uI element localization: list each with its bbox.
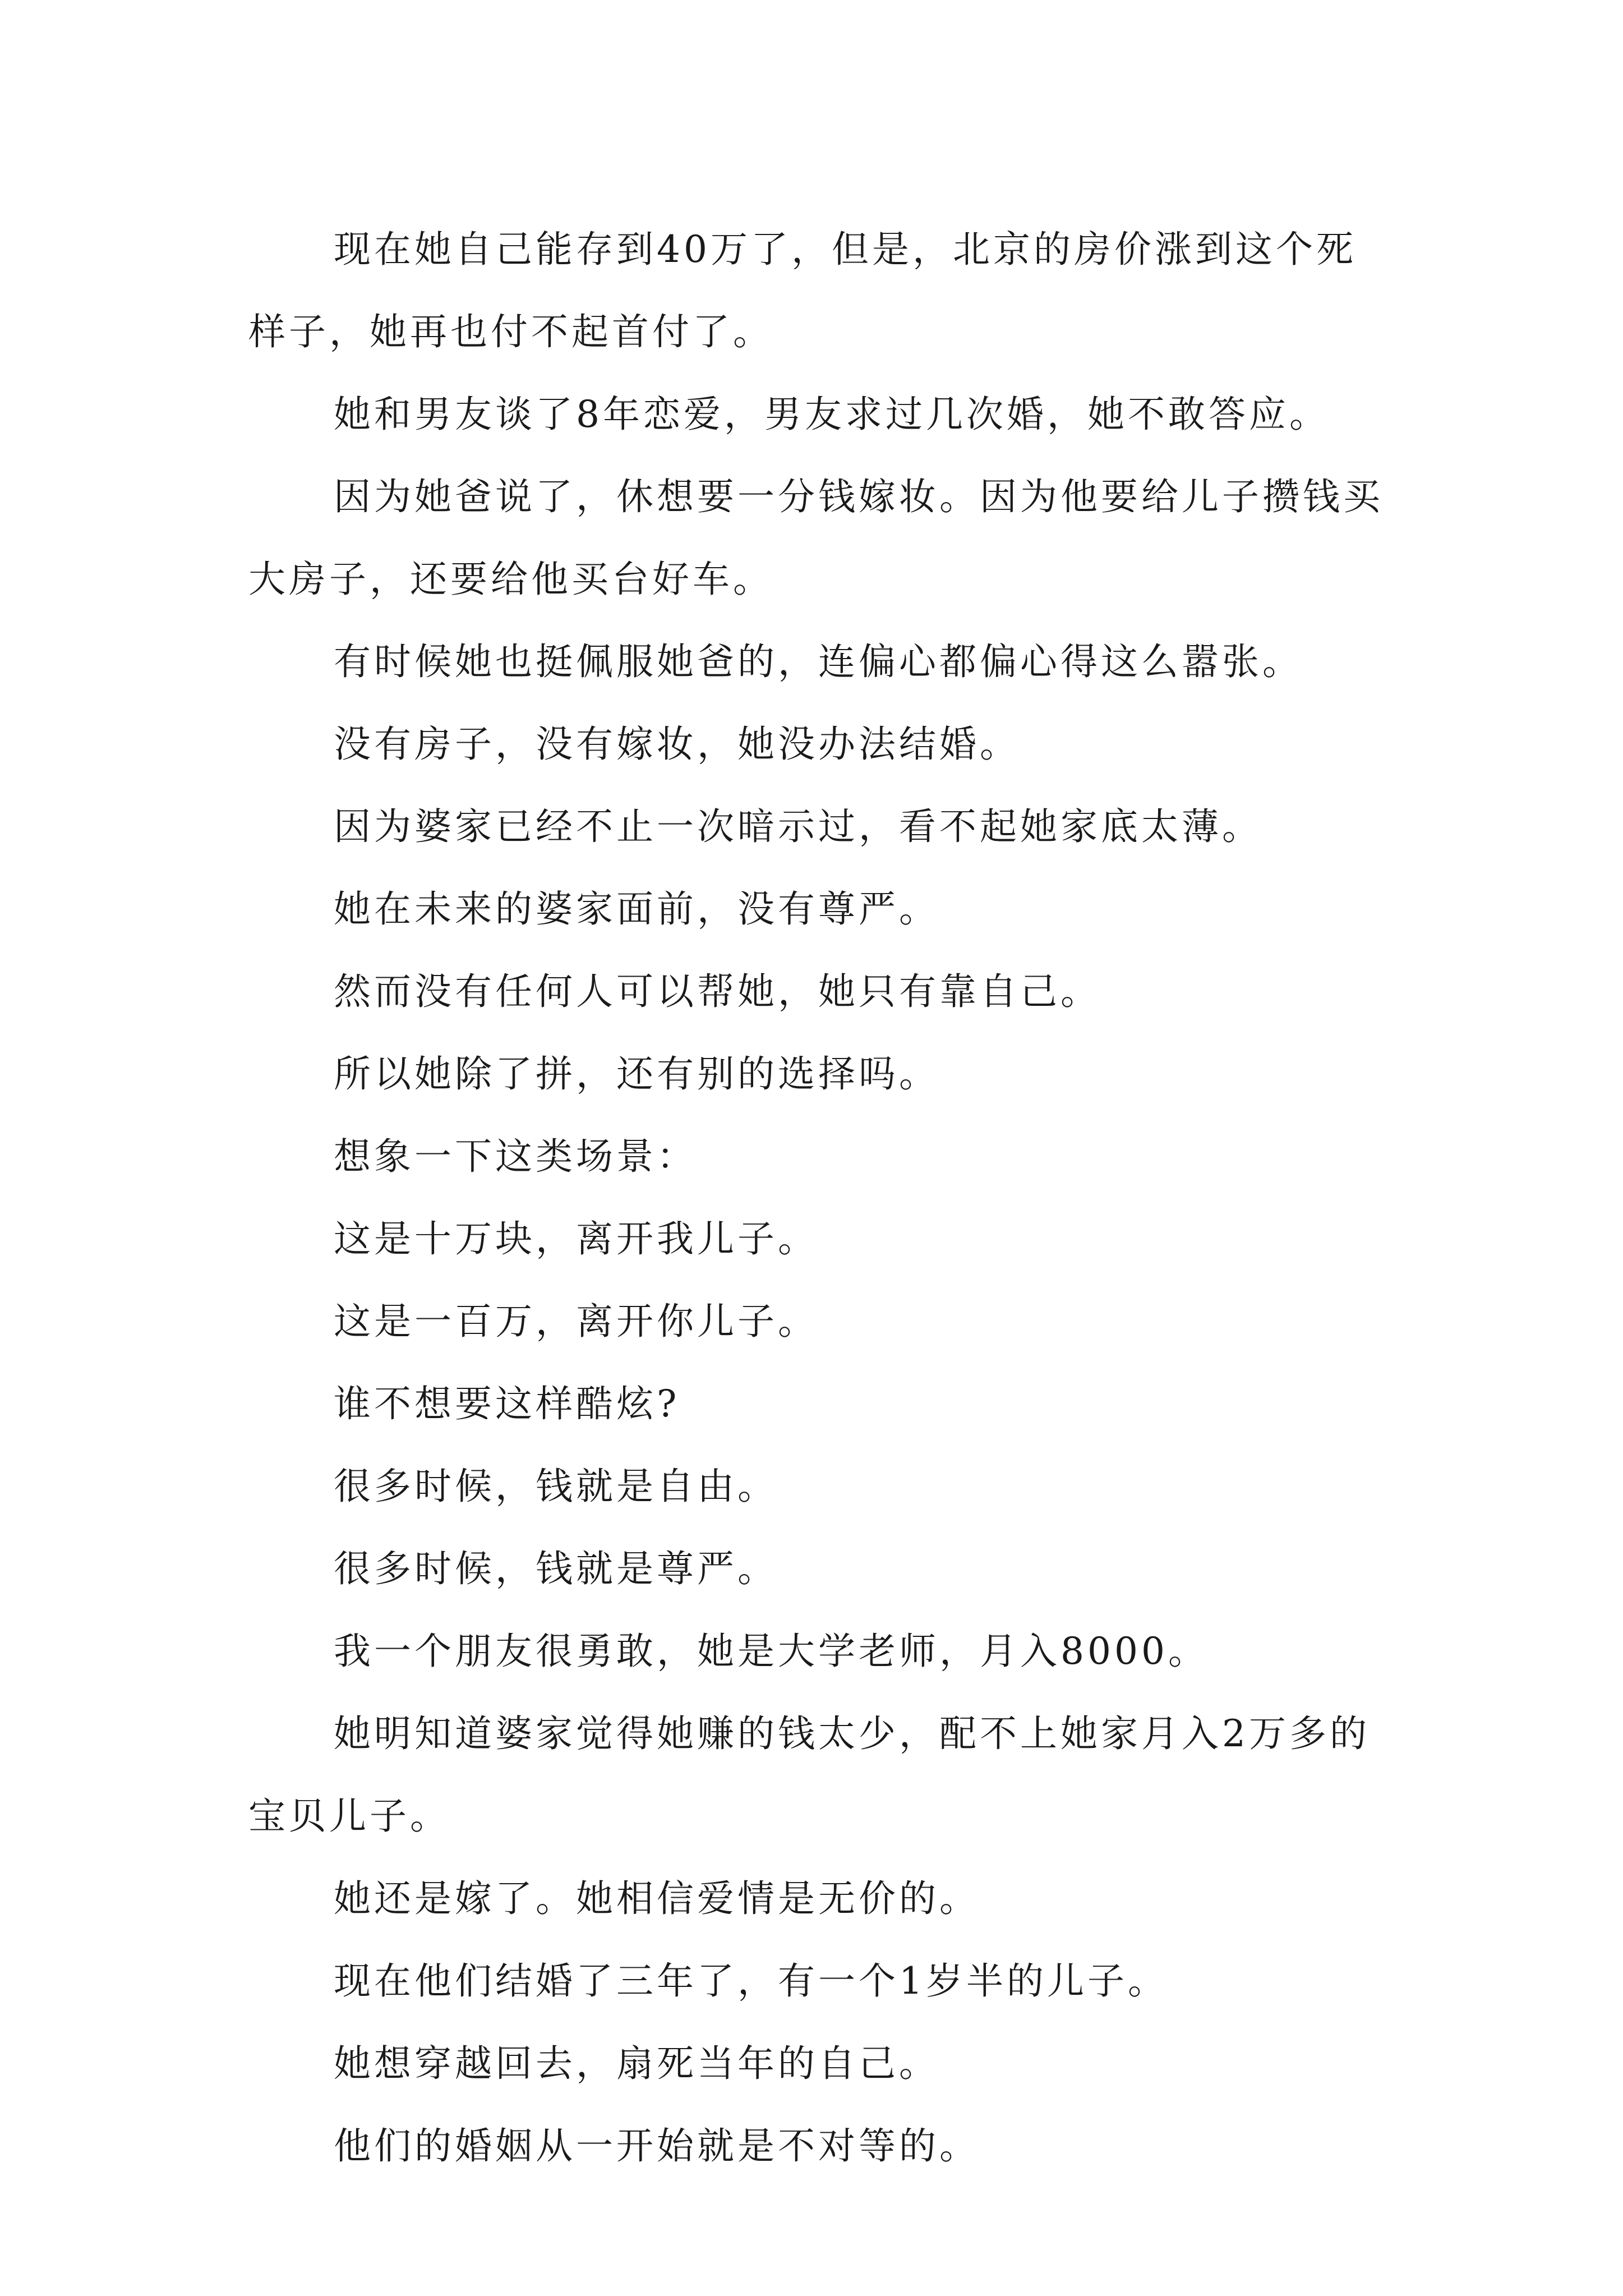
paragraph: 很多时候，钱就是尊严。 bbox=[334, 1547, 778, 1590]
paragraph: 所以她除了拼，还有别的选择吗。 bbox=[334, 1052, 939, 1096]
paragraph: 因为婆家已经不止一次暗示过，看不起她家底太薄。 bbox=[334, 805, 1262, 848]
paragraph: 他们的婚姻从一开始就是不对等的。 bbox=[334, 2124, 980, 2168]
paragraph: 这是一百万，离开你儿子。 bbox=[334, 1300, 818, 1343]
paragraph: 她明知道婆家觉得她赚的钱太少，配不上她家月入2万多的宝贝儿子。 bbox=[248, 1712, 1370, 1838]
paragraph: 现在他们结婚了三年了，有一个1岁半的儿子。 bbox=[334, 1959, 1168, 2003]
paragraph: 谁不想要这样酷炫? bbox=[334, 1382, 680, 1425]
paragraph: 有时候她也挺佩服她爸的，连偏心都偏心得这么嚣张。 bbox=[334, 640, 1303, 683]
paragraph: 她和男友谈了8年恋爱，男友求过几次婚，她不敢答应。 bbox=[334, 393, 1330, 436]
paragraph: 因为她爸说了，休想要一分钱嫁妆。因为他要给儿子攒钱买大房子，还要给他买台好车。 bbox=[248, 475, 1384, 601]
paragraph: 现在她自己能存到40万了，但是，北京的房价涨到这个死样子，她再也付不起首付了。 bbox=[248, 228, 1357, 353]
paragraph: 她还是嫁了。她相信爱情是无价的。 bbox=[334, 1877, 980, 1920]
body-text bbox=[248, 208, 1393, 2187]
paragraph: 然而没有任何人可以帮她，她只有靠自己。 bbox=[334, 970, 1101, 1013]
paragraph: 她想穿越回去，扇死当年的自己。 bbox=[334, 2042, 939, 2085]
paragraph: 很多时候，钱就是自由。 bbox=[334, 1465, 778, 1508]
paragraph: 这是十万块，离开我儿子。 bbox=[334, 1217, 818, 1260]
paragraph: 我一个朋友很勇敢，她是大学老师，月入8000。 bbox=[334, 1630, 1209, 1673]
paragraph: 她在未来的婆家面前，没有尊严。 bbox=[334, 887, 939, 931]
paragraph: 想象一下这类场景： bbox=[334, 1135, 697, 1178]
paragraph: 没有房子，没有嫁妆，她没办法结婚。 bbox=[334, 723, 1020, 766]
